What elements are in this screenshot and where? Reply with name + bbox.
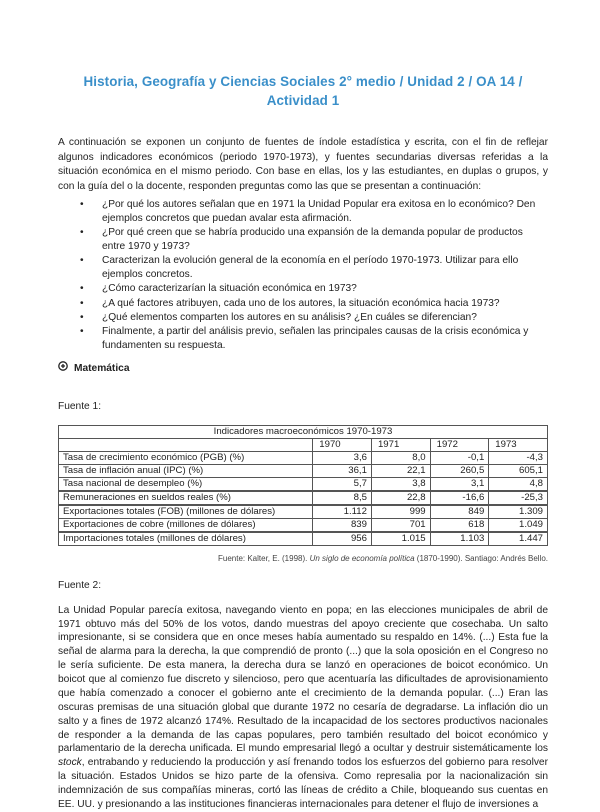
cell-value: 701 (371, 518, 430, 532)
fuente-2-label: Fuente 2: (58, 580, 102, 592)
fuente-1-label: Fuente 1: (58, 401, 102, 413)
cell-value: 1.309 (489, 505, 548, 519)
fuente-2-italic-term: stock (58, 757, 82, 769)
cell-value: -16,6 (430, 491, 489, 505)
cell-value: 260,5 (430, 464, 489, 477)
page-title: Historia, Geografía y Ciencias Sociales 2° medio / Unidad 2 / OA 14 / Actividad 1 (83, 74, 523, 109)
source-title: Un siglo de economía política (309, 553, 415, 563)
row-label: Tasa nacional de desempleo (%) (59, 477, 313, 491)
row-label: Exportaciones de cobre (millones de dólares) (59, 518, 313, 532)
cell-value: 1.015 (371, 532, 430, 546)
table-row (59, 505, 548, 519)
cell-value: 36,1 (313, 464, 372, 477)
source-suffix: (1870-1990). Santiago: Andrés Bello. (416, 553, 548, 563)
question-item: • ¿Por qué creen que se habría producido una expansión de la demanda popular de productos entre 1970 y 1973? (92, 226, 548, 254)
source-prefix: Fuente: Kalter, E. (1998). (217, 553, 308, 563)
table-row (59, 451, 548, 464)
table-header-year: 1972 (430, 438, 489, 451)
question-item: • Caracterizan la evolución general de la economía en el período 1970-1973. Utilizar para ello ejemplos concretos. (92, 254, 548, 282)
cell-value: 1.049 (489, 518, 548, 532)
table-header-year: 1970 (313, 438, 372, 451)
row-label: Exportaciones totales (FOB) (millones de dólares) (59, 505, 313, 519)
question-item: • Finalmente, a partir del análisis previo, señalen las principales causas de la crisis económica y fundamenten su respuesta. (92, 325, 548, 353)
cell-value: 22,1 (371, 464, 430, 477)
cell-value: -4,3 (489, 451, 548, 464)
cell-value: 3,6 (313, 451, 372, 464)
cell-value: 999 (371, 505, 430, 519)
cell-value: 5,7 (313, 477, 372, 491)
fuente-2-text (58, 604, 548, 812)
cell-value: 8,5 (313, 491, 372, 505)
table-source-citation (58, 553, 548, 564)
cell-value: 1.447 (489, 532, 548, 546)
intro-paragraph: A continuación se exponen un conjunto de fuentes de índole estadística y escrita, con el fin de reflejar algunos indicadores económicos (periodo 1970-1973), y fuentes secundarias diversas referidas a la situación económica en el mismo periodo. Con base en ellas, los y las estudiantes, en duplas o grupos, y con la guía del o la docente, responden preguntas como las que se presentan a continuación: (58, 137, 548, 192)
row-label: Importaciones totales (millones de dólares) (59, 532, 313, 546)
cell-value: 22,8 (371, 491, 430, 505)
fuente-2-part-2: , entrabando y reduciendo la producción y así frenando todos los esfuerzos del gobierno para resolver la situación. Estados Unidos se hizo parte de la ofensiva. Como represalia por la nacionalización sin indemnización de sus compañías mineras, cortó las líneas de crédito a Chile, bloqueando sus cuentas en EE. UU. y presionando a las instituciones financieras internacionales para detener el flujo de inversiones a (58, 757, 548, 810)
row-label: Tasa de crecimiento económico (PGB) (%) (59, 451, 313, 464)
cell-value: 956 (313, 532, 372, 546)
cell-value: -0,1 (430, 451, 489, 464)
question-list (92, 198, 548, 353)
indicators-table (58, 425, 548, 546)
row-label: Tasa de inflación anual (IPC) (%) (59, 464, 313, 477)
question-item: • ¿Qué elementos comparten los autores en su análisis? ¿En cuáles se diferencian? (92, 311, 548, 325)
cell-value: 1.112 (313, 505, 372, 519)
section-heading (58, 361, 548, 376)
cell-value: 3,1 (430, 477, 489, 491)
question-item: • ¿Cómo caracterizarían la situación económica en 1973? (92, 282, 548, 296)
table-row (59, 477, 548, 491)
cell-value: 849 (430, 505, 489, 519)
table-row (59, 491, 548, 505)
cell-value: 839 (313, 518, 372, 532)
cell-value: 605,1 (489, 464, 548, 477)
cell-value: 8,0 (371, 451, 430, 464)
table-header-year: 1971 (371, 438, 430, 451)
matematica-icon (58, 361, 68, 376)
table-header-year: 1973 (489, 438, 548, 451)
table-header-blank (59, 438, 313, 451)
table-row (59, 464, 548, 477)
fuente-2-part-1: La Unidad Popular parecía exitosa, navegando viento en popa; en las elecciones municipales de abril de 1971 obtuvo más del 50% de los votos, dando muestras del apoyo creciente que cosechaba. Un salto impresionante, si se considera que en once meses había aumentado su respaldo en 14%. (...) Esta fue la señal de alarma para la derecha, la que comprendió de pronto (...) que la sola oposición en el Congreso no le sería suficiente. De esta manera, la derecha dura se lanzó en operaciones de boicot económico. Un boicot que al comienzo fue discreto y silencioso, pero que acentuaría las dificultades de aprovisionamiento que había comenzado a conocer el gobierno ante el crecimiento de la demanda popular. (...) Eran las oscuras premisas de una situación global que durante 1972 no cesaría de degradarse. La inflación dio un salto y a fines de 1972 alcanzó 174%. Resultado de la incapacidad de los sectores productivos nacionales de responder a la demanda de las capas populares, pero también resultado del boicot económico y parlamentario de la derecha unificada. El mundo empresarial llegó a ocultar y destruir sistemáticamente los (58, 604, 548, 755)
table-row (59, 518, 548, 532)
question-item: • ¿A qué factores atribuyen, cada uno de los autores, la situación económica hacia 1973? (92, 297, 548, 311)
cell-value: 618 (430, 518, 489, 532)
row-label: Remuneraciones en sueldos reales (%) (59, 491, 313, 505)
table-caption: Indicadores macroeconómicos 1970-1973 (59, 425, 548, 438)
cell-value: -25,3 (489, 491, 548, 505)
cell-value: 1.103 (430, 532, 489, 546)
question-item: • ¿Por qué los autores señalan que en 1971 la Unidad Popular era exitosa en lo económico? Den ejemplos concretos que puedan avalar esta afirmación. (92, 198, 548, 226)
table-row (59, 532, 548, 546)
cell-value: 3,8 (371, 477, 430, 491)
section-label: Matemática (74, 362, 130, 374)
cell-value: 4,8 (489, 477, 548, 491)
